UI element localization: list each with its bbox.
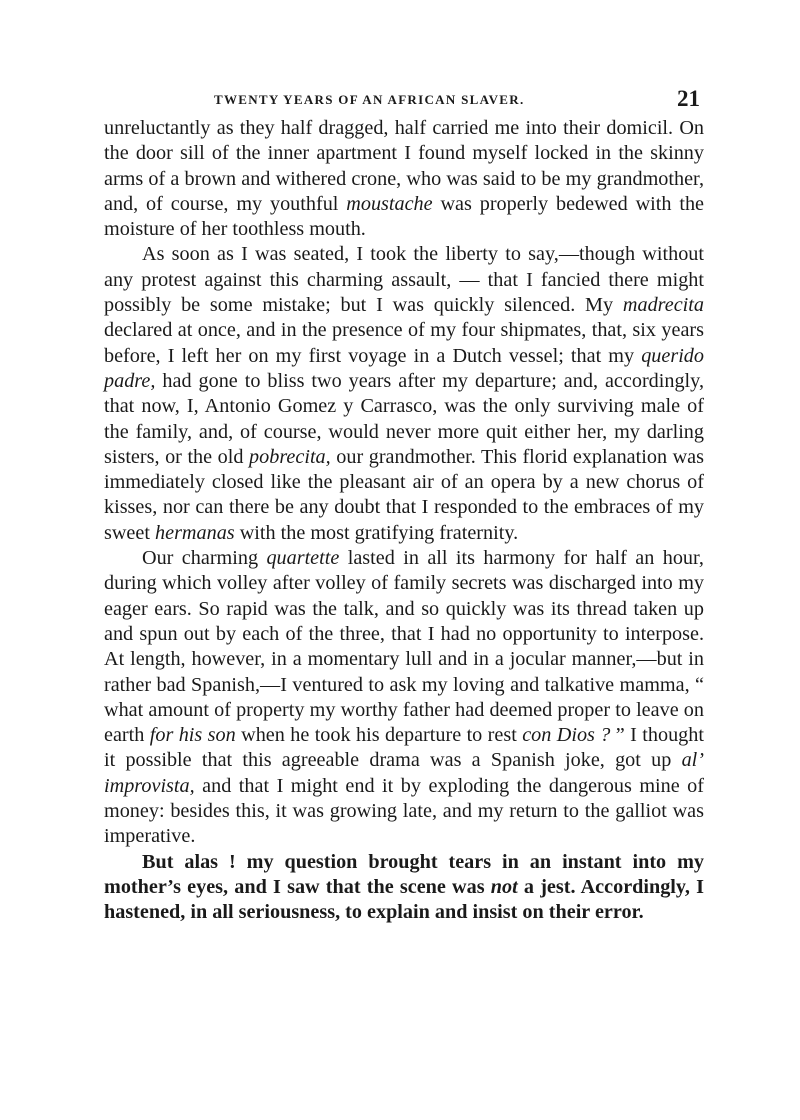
text-segment: was properly bedewed with the moisture of her toothless mouth. <box>104 192 704 241</box>
text-segment: Our charming <box>142 547 267 570</box>
text-segment: with the most gratifying fraternity. <box>234 521 519 544</box>
body-text <box>104 116 704 926</box>
running-header <box>104 84 704 116</box>
italic-word: madrecita <box>622 294 704 317</box>
italic-word: not <box>490 875 518 898</box>
text-segment: As soon as I was seated, I took the liberty to say,—though without any protest against this charming assault, — that I fancied there might possibly be some mistake; but I was quickly silenced. My <box>104 243 704 317</box>
book-page <box>104 84 704 926</box>
italic-word: querido padre, <box>104 344 704 392</box>
italic-word: moustache <box>346 192 433 215</box>
text-segment: But alas ! my question brought tears in an instant into my mother’s eyes, and I saw that the scene was <box>104 850 704 898</box>
text-segment: lasted in all its harmony for half an hour, during which volley after volley of family secrets was discharged into my eager ears. So rapid was the talk, and so quickly was its thread taken up and spun out by each of the three, that I had no opportunity to interpose. At length, however, in a momentary lull and in a jocular manner,—but in rather bad Spanish,—I ventured to ask my loving and talkative mamma, “ what amount of property my worthy father had deemed proper to leave on earth <box>104 547 704 747</box>
text-segment: declared at once, and in the presence of my four shipmates, that, six years before, I left her on my first voyage in a Dutch vessel; that my <box>104 319 704 367</box>
text-segment: our grandmother. This florid explanation was immediately closed like the pleasant air of an opera by a new chorus of kisses, nor can there be any doubt that I responded to the embraces of my sweet <box>104 445 704 544</box>
paragraph-3 <box>104 546 704 850</box>
italic-word: pobrecita, <box>249 445 331 468</box>
text-segment: unreluctantly as they half dragged, half carried me into their domicil. On the door sill of the inner apartment I found myself locked in the skinny arms of a brown and withered crone, who was said to be my grandmother, and, of course, my youthful <box>104 117 704 215</box>
italic-word: con Dios ? <box>522 724 611 747</box>
text-segment: when he took his departure to rest <box>235 724 523 747</box>
italic-word: al’ improvista, <box>104 749 704 797</box>
paragraph-2 <box>104 242 704 546</box>
text-segment: a jest. Accordingly, I hastened, in all seriousness, to explain and insist on their error. <box>104 875 704 924</box>
italic-word: for his son <box>149 724 236 747</box>
paragraph-4 <box>104 850 704 926</box>
text-segment: had gone to bliss two years after my departure; and, accordingly, that now, I, Antonio Gomez y Carrasco, was the only surviving male of the family, and, of course, would never more quit either her, my darling sisters, or the old <box>104 369 704 468</box>
paragraph-1 <box>104 116 704 242</box>
running-title: TWENTY YEARS OF AN AFRICAN SLAVER. <box>214 92 525 107</box>
text-segment: ” I thought it possible that this agreeable drama was a Spanish joke, got up <box>104 724 704 772</box>
page-number: 21 <box>677 86 700 111</box>
italic-word: hermanas <box>155 521 235 544</box>
italic-word: quartette <box>266 547 340 570</box>
text-segment: and that I might end it by exploding the dangerous mine of money: besides this, it was growing late, and my return to the galliot was imperative. <box>104 774 704 848</box>
